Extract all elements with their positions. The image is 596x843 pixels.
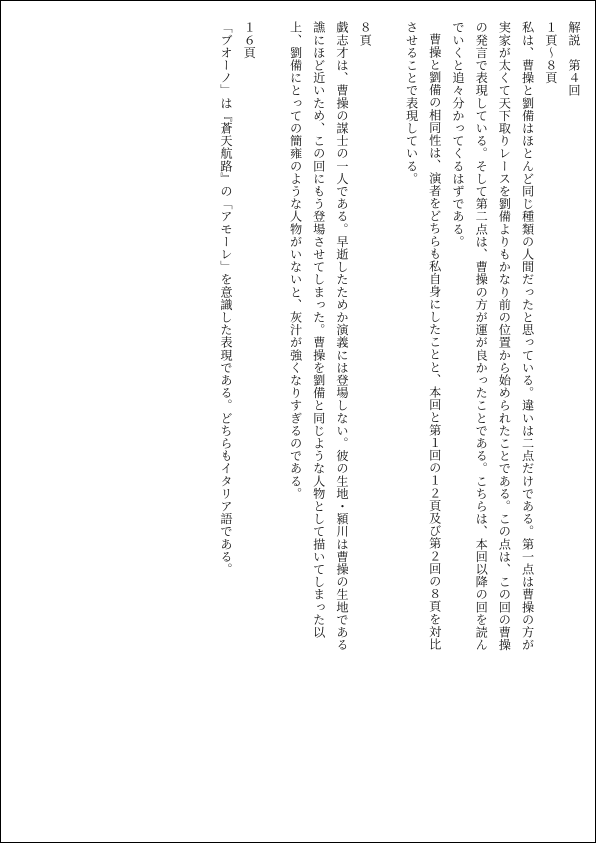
section-heading-3: １６頁 xyxy=(242,21,257,59)
paragraph-3: 戯志才は、曹操の謀士の一人である。早逝したためか演義には登場しない。彼の生地・潁川は曹操の生地である譙にほど近いため、この回にもう登場させてしまった。曹操を劉備と同じような人物として描いてしまった以上、劉備にとっての簡雍のような人物がいないと、灰汁が強くなりすぎるのである。 xyxy=(288,21,349,651)
paragraph-4: 「ブオーノ」は『蒼天航路』の「アモーレ」を意識した表現である。どちらもイタリア語である。 xyxy=(218,21,233,576)
section-heading-1: １頁～８頁 xyxy=(543,21,558,84)
paragraph-1: 私は、曹操と劉備はほとんど同じ種類の人間だったと思っている。違いは二点だけである。第一点は曹操の方が実家が太くて天下取りレースを劉備よりもかなり前の位置から始められたことである。この点は、この回の曹操の発言で表現している。そして第二点は、曹操の方が運が良かったことである。こちらは、本回以降の回を読んでいくと追々分かってくるはずである。 xyxy=(450,21,535,651)
vertical-text-body xyxy=(214,21,585,661)
blank-line xyxy=(376,21,399,661)
section-heading-2: ８頁 xyxy=(358,21,373,47)
blank-line xyxy=(260,21,283,661)
document-title: 解説 第４回 xyxy=(567,21,581,97)
paragraph-2: 曹操と劉備の相同性は、演者をどちらも私自身にしたことと、本回と第１回の１２頁及び第２回の８頁を対比させることで表現している。 xyxy=(404,21,442,651)
